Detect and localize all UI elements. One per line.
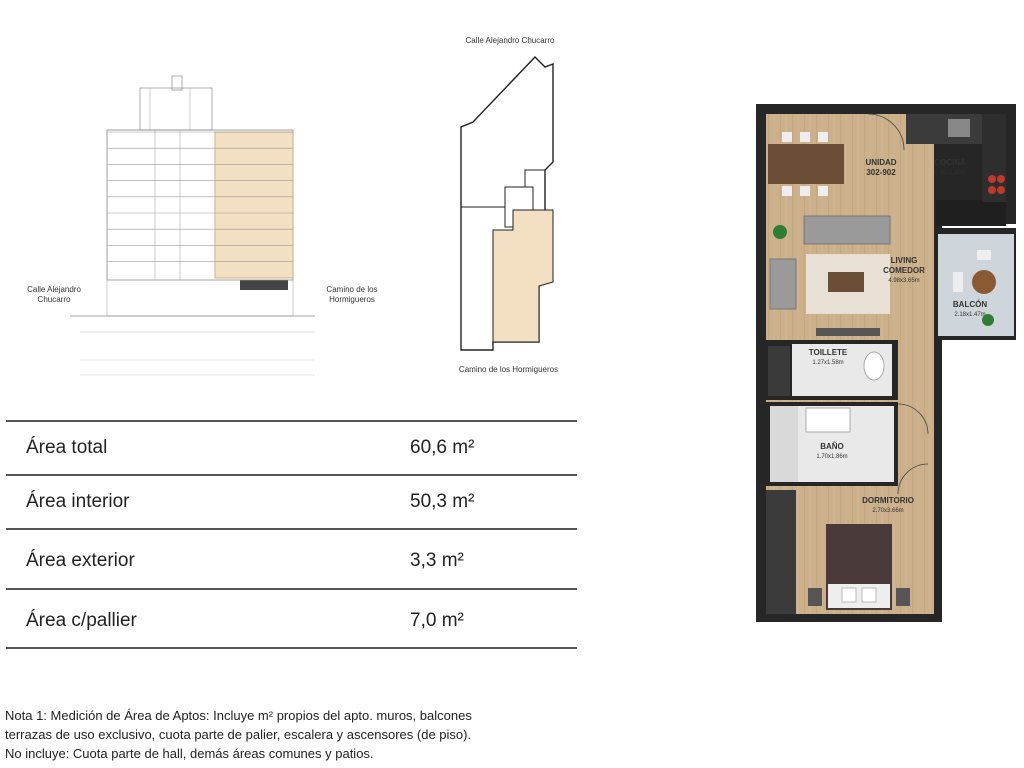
bedroom-name: DORMITORIO: [862, 496, 914, 505]
area-table: [6, 420, 577, 649]
floor-plan-svg: [756, 104, 1020, 624]
building-section-drawing: [60, 70, 320, 380]
area-label: Área interior: [26, 491, 130, 512]
kitchen-name: COCINA: [934, 158, 966, 167]
living-name-2: COMEDOR: [883, 266, 925, 275]
kitchen-dims: 2.46x2.20m: [934, 170, 966, 176]
note-line-1: Nota 1: Medición de Área de Aptos: Incluye m² propios del apto. muros, balcones: [5, 708, 472, 723]
area-row-exterior: [6, 528, 577, 588]
area-value: 3,3 m²: [410, 550, 464, 571]
section-left-street-line-2: Chucarro: [37, 295, 71, 304]
area-label: Área exterior: [26, 550, 135, 571]
section-left-street-label: [14, 285, 94, 305]
area-row-pallier: [6, 588, 577, 647]
area-label: Área c/pallier: [26, 610, 137, 631]
measurement-note: [5, 706, 565, 763]
bath-dims: 1.70x1.86m: [816, 454, 848, 460]
bath-name: BAÑO: [820, 442, 844, 451]
site-bottom-street-label: Camino de los Hormigueros: [458, 365, 559, 374]
note-line-3: No incluye: Cuota parte de hall, demás áreas comunes y patios.: [5, 746, 374, 761]
area-value: 7,0 m²: [410, 610, 464, 631]
area-label: Área total: [26, 437, 108, 458]
room-label-living: [872, 256, 936, 286]
room-label-toilet: [798, 348, 858, 368]
area-value: 60,6 m²: [410, 437, 475, 458]
site-top-street-label: Calle Alejandro Chucarro: [465, 36, 555, 45]
section-right-street-line-2: Hormigueros: [329, 295, 375, 304]
site-plan-drawing: [455, 52, 565, 357]
room-label-bath: [802, 442, 862, 462]
toilet-dims: 1.27x1.58m: [812, 360, 844, 366]
area-table-bottom-rule: [6, 647, 577, 649]
floor-plan: [756, 104, 1020, 624]
section-left-street-line-1: Calle Alejandro: [27, 285, 81, 294]
site-plan-svg: [455, 52, 565, 357]
section-right-street-label: [312, 285, 392, 305]
living-dims: 4.98x3.65m: [888, 278, 920, 284]
room-label-kitchen: [920, 158, 980, 178]
toilet-name: TOILLETE: [808, 348, 848, 357]
room-label-unit: [856, 158, 906, 178]
unit-number: 302-902: [866, 168, 896, 177]
room-label-balcony: [940, 300, 1000, 320]
balcony-dims: 2.18x1.47m: [954, 312, 986, 318]
area-value: 50,3 m²: [410, 491, 475, 512]
area-row-interior: [6, 474, 577, 528]
note-line-2: terrazas de uso exclusivo, cuota parte de palier, escalera y ascensores (de piso).: [5, 727, 472, 742]
room-label-bedroom: [852, 496, 924, 516]
bedroom-dims: 2.70x3.66m: [872, 508, 904, 514]
living-name-1: LIVING: [890, 256, 918, 265]
building-section-svg: [60, 70, 320, 380]
section-right-street-line-1: Camino de los: [326, 285, 378, 294]
area-row-total: [6, 420, 577, 474]
balcony-name: BALCÓN: [952, 300, 988, 309]
unit-title: UNIDAD: [865, 158, 897, 167]
